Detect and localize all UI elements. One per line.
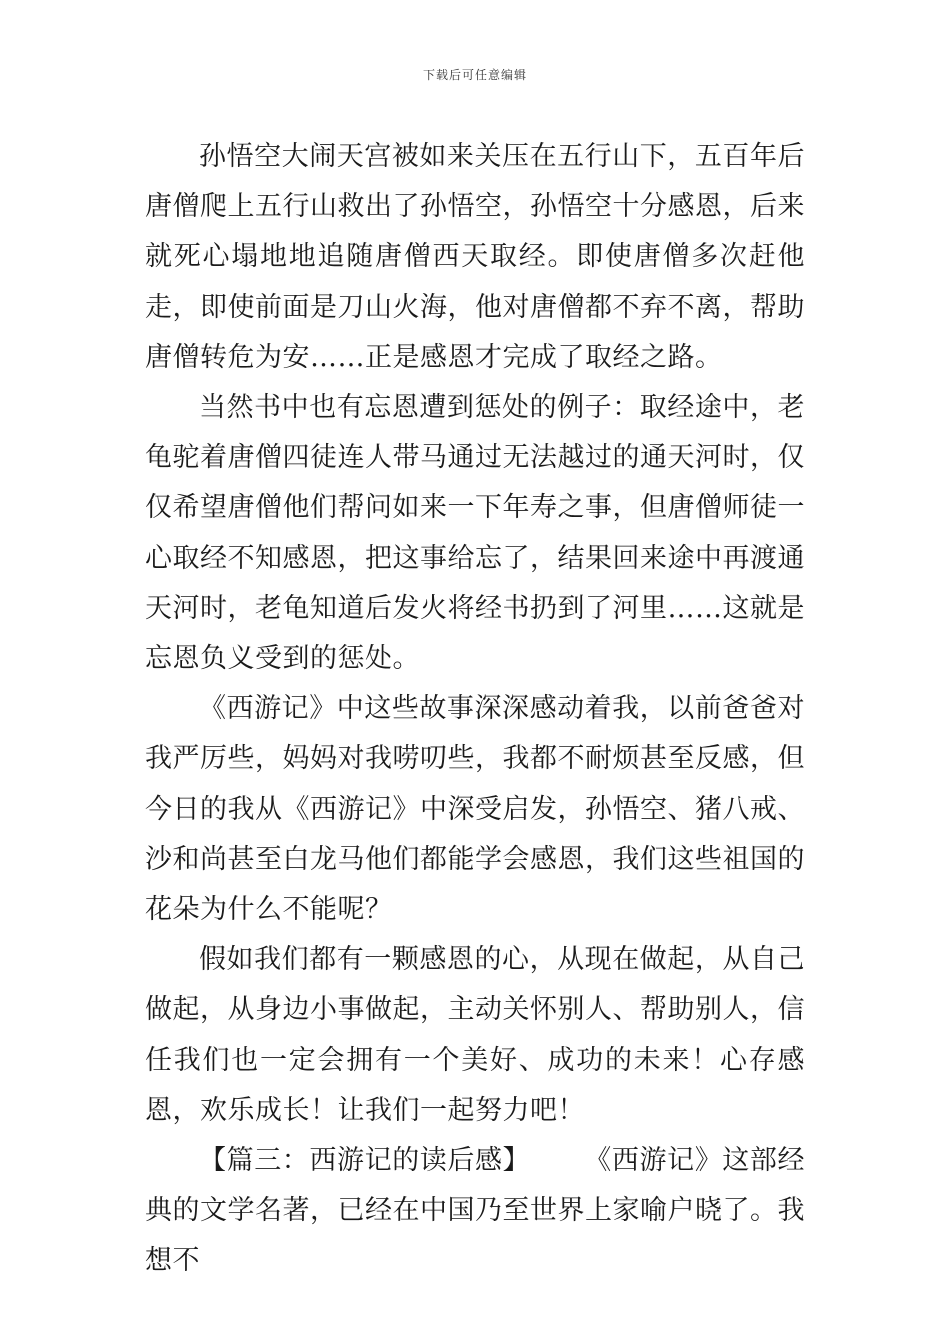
section-heading: 【篇三：西游记的读后感】: [199, 1145, 531, 1177]
document-body: [145, 132, 805, 1287]
section-body: 《西游记》这部经典的文学名著，已经在中国乃至世界上家喻户晓了。我想不: [145, 1145, 806, 1277]
page-header: 下载后可任意编辑: [422, 68, 527, 82]
paragraph-5: [145, 1136, 805, 1287]
paragraph-1: 孙悟空大闹天宫被如来关压在五行山下，五百年后唐僧爬上五行山救出了孙悟空，孙悟空十分感恩，后来就死心塌地地追随唐僧西天取经。即使唐僧多次赶他走，即使前面是刀山火海，他对唐僧都不弃不离，帮助唐僧转危为安……正是感恩才完成了取经之路。: [145, 141, 805, 373]
paragraph-4: 假如我们都有一颗感恩的心，从现在做起，从自己做起，从身边小事做起，主动关怀别人、帮助别人，信任我们也一定会拥有一个美好、成功的未来！心存感恩，欢乐成长！让我们一起努力吧！: [145, 944, 805, 1126]
paragraph-3: 《西游记》中这些故事深深感动着我，以前爸爸对我严厉些，妈妈对我唠叨些，我都不耐烦甚至反感，但今日的我从《西游记》中深受启发，孙悟空、猪八戒、沙和尚甚至白龙马他们都能学会感恩，我们这些祖国的花朵为什么不能呢？: [145, 693, 805, 926]
paragraph-2: 当然书中也有忘恩遭到惩处的例子：取经途中，老龟驼着唐僧四徒连人带马通过无法越过的通天河时，仅仅希望唐僧他们帮问如来一下年寿之事，但唐僧师徒一心取经不知感恩，把这事给忘了，结果回来途中再渡通天河时，老龟知道后发火将经书扔到了河里……这就是忘恩负义受到的惩处。: [145, 392, 805, 675]
